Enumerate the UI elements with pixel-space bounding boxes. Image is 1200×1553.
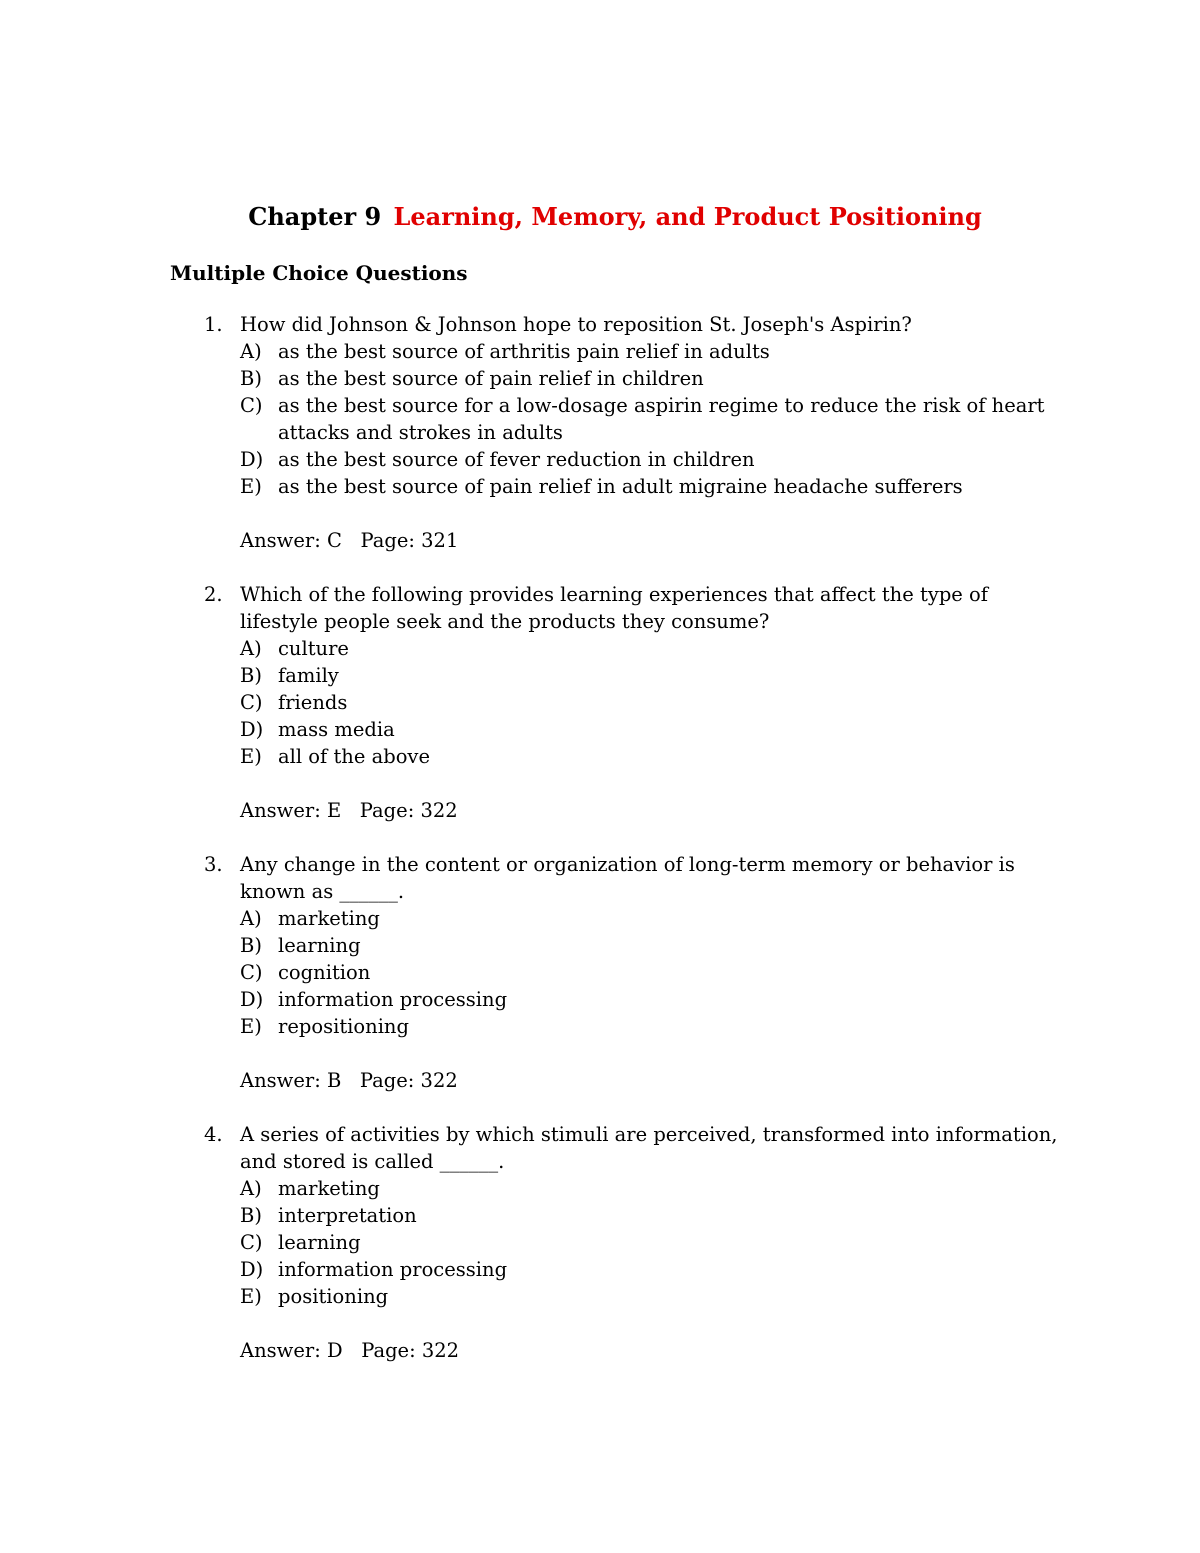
option-text: family (278, 664, 339, 687)
answer-option (240, 1175, 1070, 1202)
question-number: 4. (204, 1123, 223, 1146)
question-body (240, 311, 1070, 554)
option-letter: E) (240, 1015, 262, 1038)
answer-options (240, 635, 1070, 770)
answer-key: Answer: B Page: 322 (240, 1069, 458, 1092)
question-item (0, 851, 1200, 1094)
answer-options (240, 338, 1070, 500)
option-letter: D) (240, 718, 264, 741)
option-text: marketing (278, 907, 380, 930)
option-text: mass media (278, 718, 395, 741)
option-text: cognition (278, 961, 371, 984)
option-letter: D) (240, 1258, 264, 1281)
answer-option (240, 716, 1070, 743)
option-letter: B) (240, 934, 262, 957)
answer-option (240, 1229, 1070, 1256)
option-text: as the best source of pain relief in adult migraine headache sufferers (278, 475, 963, 498)
option-text: marketing (278, 1177, 380, 1200)
option-text: information processing (278, 988, 508, 1011)
question-number: 1. (204, 313, 223, 336)
option-text: culture (278, 637, 349, 660)
page-title (0, 200, 1200, 234)
question-text: How did Johnson & Johnson hope to reposition St. Joseph's Aspirin? (240, 313, 912, 336)
option-text: as the best source for a low-dosage aspirin regime to reduce the risk of heart attacks and strokes in adults (278, 394, 1045, 444)
question-item (0, 1121, 1200, 1364)
question-body (240, 581, 1070, 824)
question-text: Any change in the content or organization of long-term memory or behavior is known as ______. (240, 853, 1015, 903)
answer-key: Answer: D Page: 322 (240, 1339, 460, 1362)
question-text: A series of activities by which stimuli are perceived, transformed into information, and stored is called ______. (240, 1123, 1058, 1173)
answer-key: Answer: C Page: 321 (240, 529, 459, 552)
answer-option (240, 392, 1070, 446)
option-letter: C) (240, 394, 263, 417)
option-text: learning (278, 1231, 361, 1254)
option-letter: A) (240, 637, 262, 660)
answer-option (240, 959, 1070, 986)
option-text: learning (278, 934, 361, 957)
answer-option (240, 662, 1070, 689)
option-letter: C) (240, 961, 263, 984)
answer-option (240, 1202, 1070, 1229)
option-letter: D) (240, 988, 264, 1011)
option-text: as the best source of fever reduction in children (278, 448, 755, 471)
answer-option (240, 1283, 1070, 1310)
question-item (0, 581, 1200, 824)
chapter-number: Chapter 9 (248, 202, 382, 231)
option-letter: A) (240, 340, 262, 363)
answer-option (240, 365, 1070, 392)
question-body (240, 851, 1070, 1094)
answer-option (240, 1013, 1070, 1040)
option-letter: E) (240, 475, 262, 498)
answer-option (240, 338, 1070, 365)
answer-options (240, 1175, 1070, 1310)
question-body (240, 1121, 1070, 1364)
answer-options (240, 905, 1070, 1040)
answer-option (240, 635, 1070, 662)
option-letter: C) (240, 691, 263, 714)
option-letter: B) (240, 664, 262, 687)
option-letter: A) (240, 907, 262, 930)
question-item (0, 311, 1200, 554)
option-text: interpretation (278, 1204, 417, 1227)
section-heading: Multiple Choice Questions (170, 261, 468, 285)
chapter-title: Learning, Memory, and Product Positioning (393, 202, 982, 231)
answer-key: Answer: E Page: 322 (240, 799, 458, 822)
option-text: positioning (278, 1285, 389, 1308)
answer-option (240, 932, 1070, 959)
answer-option (240, 743, 1070, 770)
option-letter: B) (240, 1204, 262, 1227)
option-letter: D) (240, 448, 264, 471)
option-text: as the best source of pain relief in children (278, 367, 704, 390)
question-number: 3. (204, 853, 223, 876)
answer-option (240, 473, 1070, 500)
option-text: information processing (278, 1258, 508, 1281)
option-text: all of the above (278, 745, 430, 768)
question-text: Which of the following provides learning experiences that affect the type of lifestyle people seek and the products they consume? (240, 583, 989, 633)
option-text: as the best source of arthritis pain relief in adults (278, 340, 770, 363)
answer-option (240, 905, 1070, 932)
option-text: friends (278, 691, 348, 714)
question-list (0, 311, 1200, 1391)
option-letter: E) (240, 1285, 262, 1308)
answer-option (240, 1256, 1070, 1283)
option-letter: C) (240, 1231, 263, 1254)
answer-option (240, 689, 1070, 716)
answer-option (240, 446, 1070, 473)
answer-option (240, 986, 1070, 1013)
option-letter: B) (240, 367, 262, 390)
option-text: repositioning (278, 1015, 409, 1038)
option-letter: A) (240, 1177, 262, 1200)
question-number: 2. (204, 583, 223, 606)
option-letter: E) (240, 745, 262, 768)
